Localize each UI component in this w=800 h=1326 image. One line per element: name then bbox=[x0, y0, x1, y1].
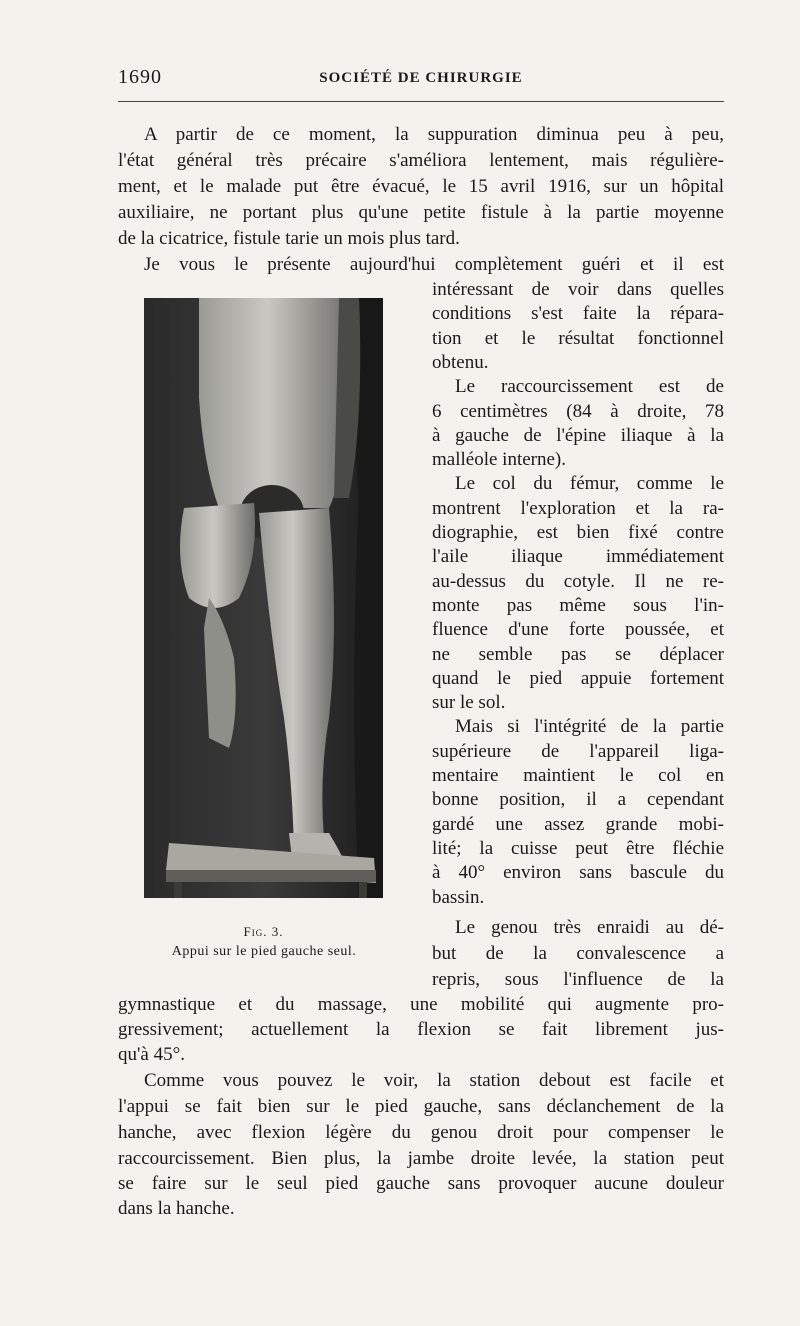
text-line: supérieure de l'appareil liga- bbox=[432, 741, 724, 762]
patient-standing-photo bbox=[144, 298, 383, 898]
text-line: Je vous le présente aujourd'hui complètement guéri et il est bbox=[144, 254, 724, 275]
text-line: fluence d'une forte poussée, et bbox=[432, 619, 724, 640]
page-header bbox=[118, 66, 724, 90]
text-line: sur le sol. bbox=[432, 692, 506, 713]
text-line: bonne position, il a cependant bbox=[432, 789, 724, 810]
text-line: au-dessus du cotyle. Il ne re- bbox=[432, 571, 724, 592]
text-line: tion et le résultat fonctionnel bbox=[432, 328, 724, 349]
text-line: Comme vous pouvez le voir, la station debout est facile et bbox=[144, 1070, 724, 1091]
text-line: l'état général très précaire s'améliora lentement, mais régulière- bbox=[118, 150, 724, 171]
figure-photograph bbox=[144, 298, 383, 898]
text-line: malléole interne). bbox=[432, 449, 566, 470]
text-line: but de la convalescence a bbox=[432, 943, 724, 964]
text-line: 6 centimètres (84 à droite, 78 bbox=[432, 401, 724, 422]
text-line: à 40° environ sans bascule du bbox=[432, 862, 724, 883]
text-line: lité; la cuisse peut être fléchie bbox=[432, 838, 724, 859]
text-line: Le genou très enraidi au dé- bbox=[455, 917, 724, 938]
text-line: Le raccourcissement est de bbox=[455, 376, 724, 397]
text-line: obtenu. bbox=[432, 352, 489, 373]
text-line: auxiliaire, ne portant plus qu'une petite fistule à la partie moyenne bbox=[118, 202, 724, 223]
text-line: A partir de ce moment, la suppuration diminua peu à peu, bbox=[144, 124, 724, 145]
text-line: dans la hanche. bbox=[118, 1198, 235, 1219]
text-line: ne semble pas se déplacer bbox=[432, 644, 724, 665]
text-line: mentaire maintient le col en bbox=[432, 765, 724, 786]
text-line: à gauche de l'épine iliaque à la bbox=[432, 425, 724, 446]
text-line: repris, sous l'influence de la bbox=[432, 969, 724, 990]
text-line: l'appui se fait bien sur le pied gauche, sans déclanchement de la bbox=[118, 1096, 724, 1117]
text-line: gardé une assez grande mobi- bbox=[432, 814, 724, 835]
text-line: se faire sur le seul pied gauche sans provoquer aucune douleur bbox=[118, 1173, 724, 1194]
text-line: ment, et le malade put être évacué, le 15 avril 1916, sur un hôpital bbox=[118, 176, 724, 197]
text-line: Le col du fémur, comme le bbox=[455, 473, 724, 494]
text-line: conditions s'est faite la répara- bbox=[432, 303, 724, 324]
text-line: gressivement; actuellement la flexion se fait librement jus- bbox=[118, 1019, 724, 1040]
text-line: hanche, avec flexion légère du genou droit pour compenser le bbox=[118, 1122, 724, 1143]
text-line: quand le pied appuie fortement bbox=[432, 668, 724, 689]
text-line: qu'à 45°. bbox=[118, 1044, 185, 1065]
text-line: Mais si l'intégrité de la partie bbox=[455, 716, 724, 737]
text-line: de la cicatrice, fistule tarie un mois plus tard. bbox=[118, 228, 460, 249]
page-number: 1690 bbox=[118, 66, 162, 88]
text-line: diographie, est bien fixé contre bbox=[432, 522, 724, 543]
text-line: intéressant de voir dans quelles bbox=[432, 279, 724, 300]
text-line: l'aile iliaque immédiatement bbox=[432, 546, 724, 567]
text-line: gymnastique et du massage, une mobilité qui augmente pro- bbox=[118, 994, 724, 1015]
text-line: montrent l'exploration et la ra- bbox=[432, 498, 724, 519]
header-rule bbox=[118, 101, 724, 102]
running-title: SOCIÉTÉ DE CHIRURGIE bbox=[319, 70, 523, 86]
text-line: raccourcissement. Bien plus, la jambe droite levée, la station peut bbox=[118, 1148, 724, 1169]
text-line: monte pas même sous l'in- bbox=[432, 595, 724, 616]
figure-label: Fig. 3. bbox=[243, 924, 284, 939]
text-line: bassin. bbox=[432, 887, 485, 908]
figure-caption: Appui sur le pied gauche seul. bbox=[171, 944, 357, 959]
